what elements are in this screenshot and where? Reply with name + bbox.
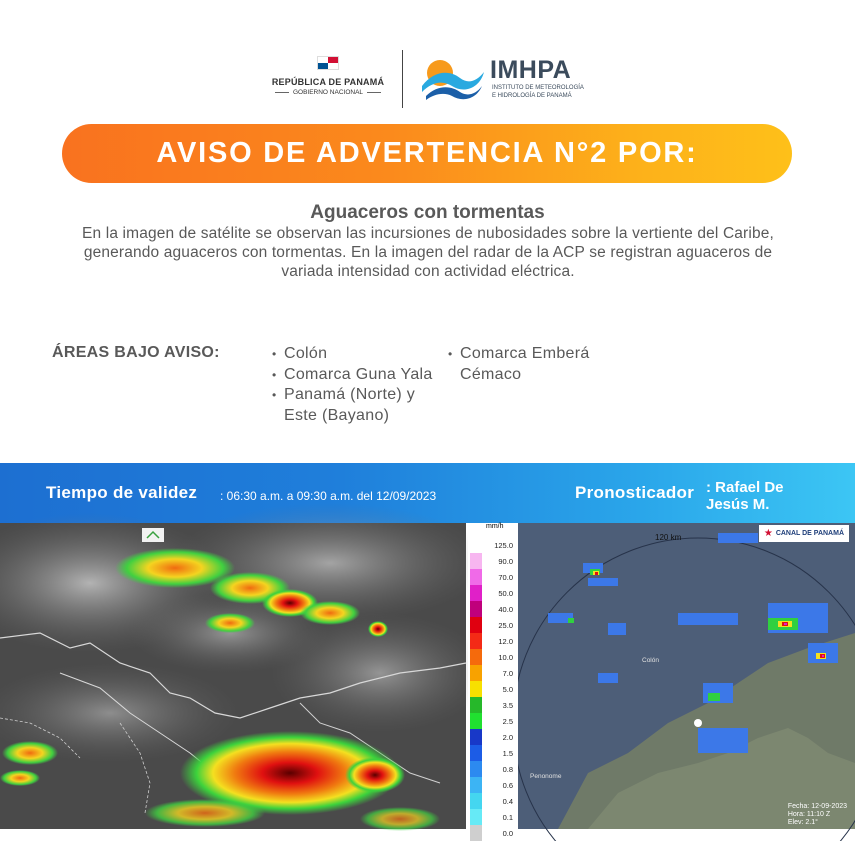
place-penonome: Penonome (530, 773, 562, 780)
scale-swatch (470, 601, 482, 617)
radar-image (468, 523, 855, 838)
scale-swatch (470, 553, 482, 569)
imhpa-subtitle-line-2: E HIDROLOGÍA DE PANAMÁ (492, 93, 572, 99)
scale-row (470, 617, 516, 633)
scale-row (470, 761, 516, 777)
scale-row (470, 569, 516, 585)
scale-value: 0.8 (502, 765, 513, 774)
validity-value: : 06:30 a.m. a 09:30 a.m. del 12/09/2023 (220, 489, 437, 503)
scale-row (470, 665, 516, 681)
forecaster-name: : Rafael De Jesús M. (706, 479, 784, 513)
scale-value: 2.5 (502, 717, 513, 726)
forecaster-label: Pronosticador (575, 483, 695, 502)
scale-value: 12.0 (498, 637, 513, 646)
scale-value: 5.0 (502, 685, 513, 694)
scale-swatch (470, 633, 482, 649)
satellite-picture (0, 523, 466, 829)
scale-row (470, 793, 516, 809)
scale-value: 1.5 (502, 749, 513, 758)
place-colon: Colón (642, 657, 659, 664)
scale-value: 2.0 (502, 733, 513, 742)
radar-elev: Elev: 2.1° (787, 819, 818, 826)
scale-value: 3.5 (502, 701, 513, 710)
warning-banner: AVISO DE ADVERTENCIA N°2 POR: (62, 124, 792, 183)
scale-swatch (470, 617, 482, 633)
scale-row (470, 825, 516, 841)
republica-title: REPÚBLICA DE PANAMÁ (271, 77, 385, 87)
scale-row (470, 729, 516, 745)
scale-swatch (470, 569, 482, 585)
radar-time: Hora: 11:10 Z (787, 811, 831, 818)
area-item: • Comarca Guna Yala (272, 365, 442, 386)
area-item: • Colón (272, 344, 442, 365)
canal-star-icon: ★ (763, 528, 773, 539)
scale-swatch (470, 585, 482, 601)
scale-value: 70.0 (498, 573, 513, 582)
scale-swatch (470, 665, 482, 681)
scale-swatch (470, 681, 482, 697)
scale-row (470, 745, 516, 761)
scale-swatch (470, 793, 482, 809)
scale-row (470, 585, 516, 601)
header-logos (0, 48, 855, 112)
scale-value: 25.0 (498, 621, 513, 630)
areas-list-1 (272, 344, 442, 426)
scale-swatch (470, 697, 482, 713)
scale-swatch (470, 729, 482, 745)
imhpa-subtitle (492, 84, 584, 100)
areas-label: ÁREAS BAJO AVISO: (52, 344, 220, 361)
scale-swatch (470, 713, 482, 729)
radar-unit: mm/h (486, 523, 504, 530)
scale-value: 7.0 (502, 669, 513, 678)
radar-range-label: 120 km (655, 533, 682, 542)
satellite-image (0, 523, 466, 829)
imhpa-name: IMHPA (490, 56, 572, 84)
scale-value: 50.0 (498, 589, 513, 598)
gobierno-title: GOBIERNO NACIONAL (268, 89, 388, 96)
scale-row (470, 713, 516, 729)
scale-swatch (470, 761, 482, 777)
scale-row (470, 777, 516, 793)
scale-swatch (470, 809, 482, 825)
scale-row (470, 649, 516, 665)
area-item: • Comarca Emberá Cémaco (448, 344, 623, 385)
scale-value: 10.0 (498, 653, 513, 662)
scale-row (470, 601, 516, 617)
validity-bar (0, 463, 855, 523)
area-item: • Panamá (Norte) y Este (Bayano) (272, 385, 442, 426)
canal-brand (759, 525, 849, 542)
scale-row (470, 537, 516, 553)
scale-value: 125.0 (494, 541, 513, 550)
radar-picture (468, 523, 855, 829)
panama-flag-icon (317, 56, 339, 70)
radar-date: Fecha: 12-09-2023 (787, 803, 847, 810)
scale-value: 0.1 (502, 813, 513, 822)
scale-swatch (470, 777, 482, 793)
scale-value: 0.4 (502, 797, 513, 806)
scale-value: 0.0 (502, 829, 513, 838)
scale-swatch (470, 825, 482, 841)
scale-swatch (470, 745, 482, 761)
scale-value: 0.6 (502, 781, 513, 790)
scale-row (470, 809, 516, 825)
republica-logo (268, 56, 388, 96)
scale-row (470, 681, 516, 697)
logo-divider (402, 50, 403, 108)
radar-footer (788, 803, 847, 827)
scale-value: 90.0 (498, 557, 513, 566)
scale-value: 40.0 (498, 605, 513, 614)
scale-row (470, 633, 516, 649)
radar-scale (468, 523, 518, 838)
scale-row (470, 697, 516, 713)
scale-swatch (470, 649, 482, 665)
imhpa-wave-icon (420, 56, 486, 102)
imhpa-subtitle-line-1: INSTITUTO DE METEOROLOGÍA (492, 85, 584, 91)
warning-description: En la imagen de satélite se observan las incursiones de nubosidades sobre la vertiente del Caribe, generando aguaceros con tormentas. En la imagen del radar de la ACP se registran aguaceros de variada intensidad con actividad eléctrica. (82, 225, 774, 280)
areas-list-2 (448, 344, 623, 385)
warning-subtitle: Aguaceros con tormentas (310, 202, 545, 223)
canal-brand-text: CANAL DE PANAMÁ (775, 530, 844, 537)
validity-label: Tiempo de validez (46, 483, 198, 502)
scale-row (470, 553, 516, 569)
scale-swatch (470, 537, 482, 553)
